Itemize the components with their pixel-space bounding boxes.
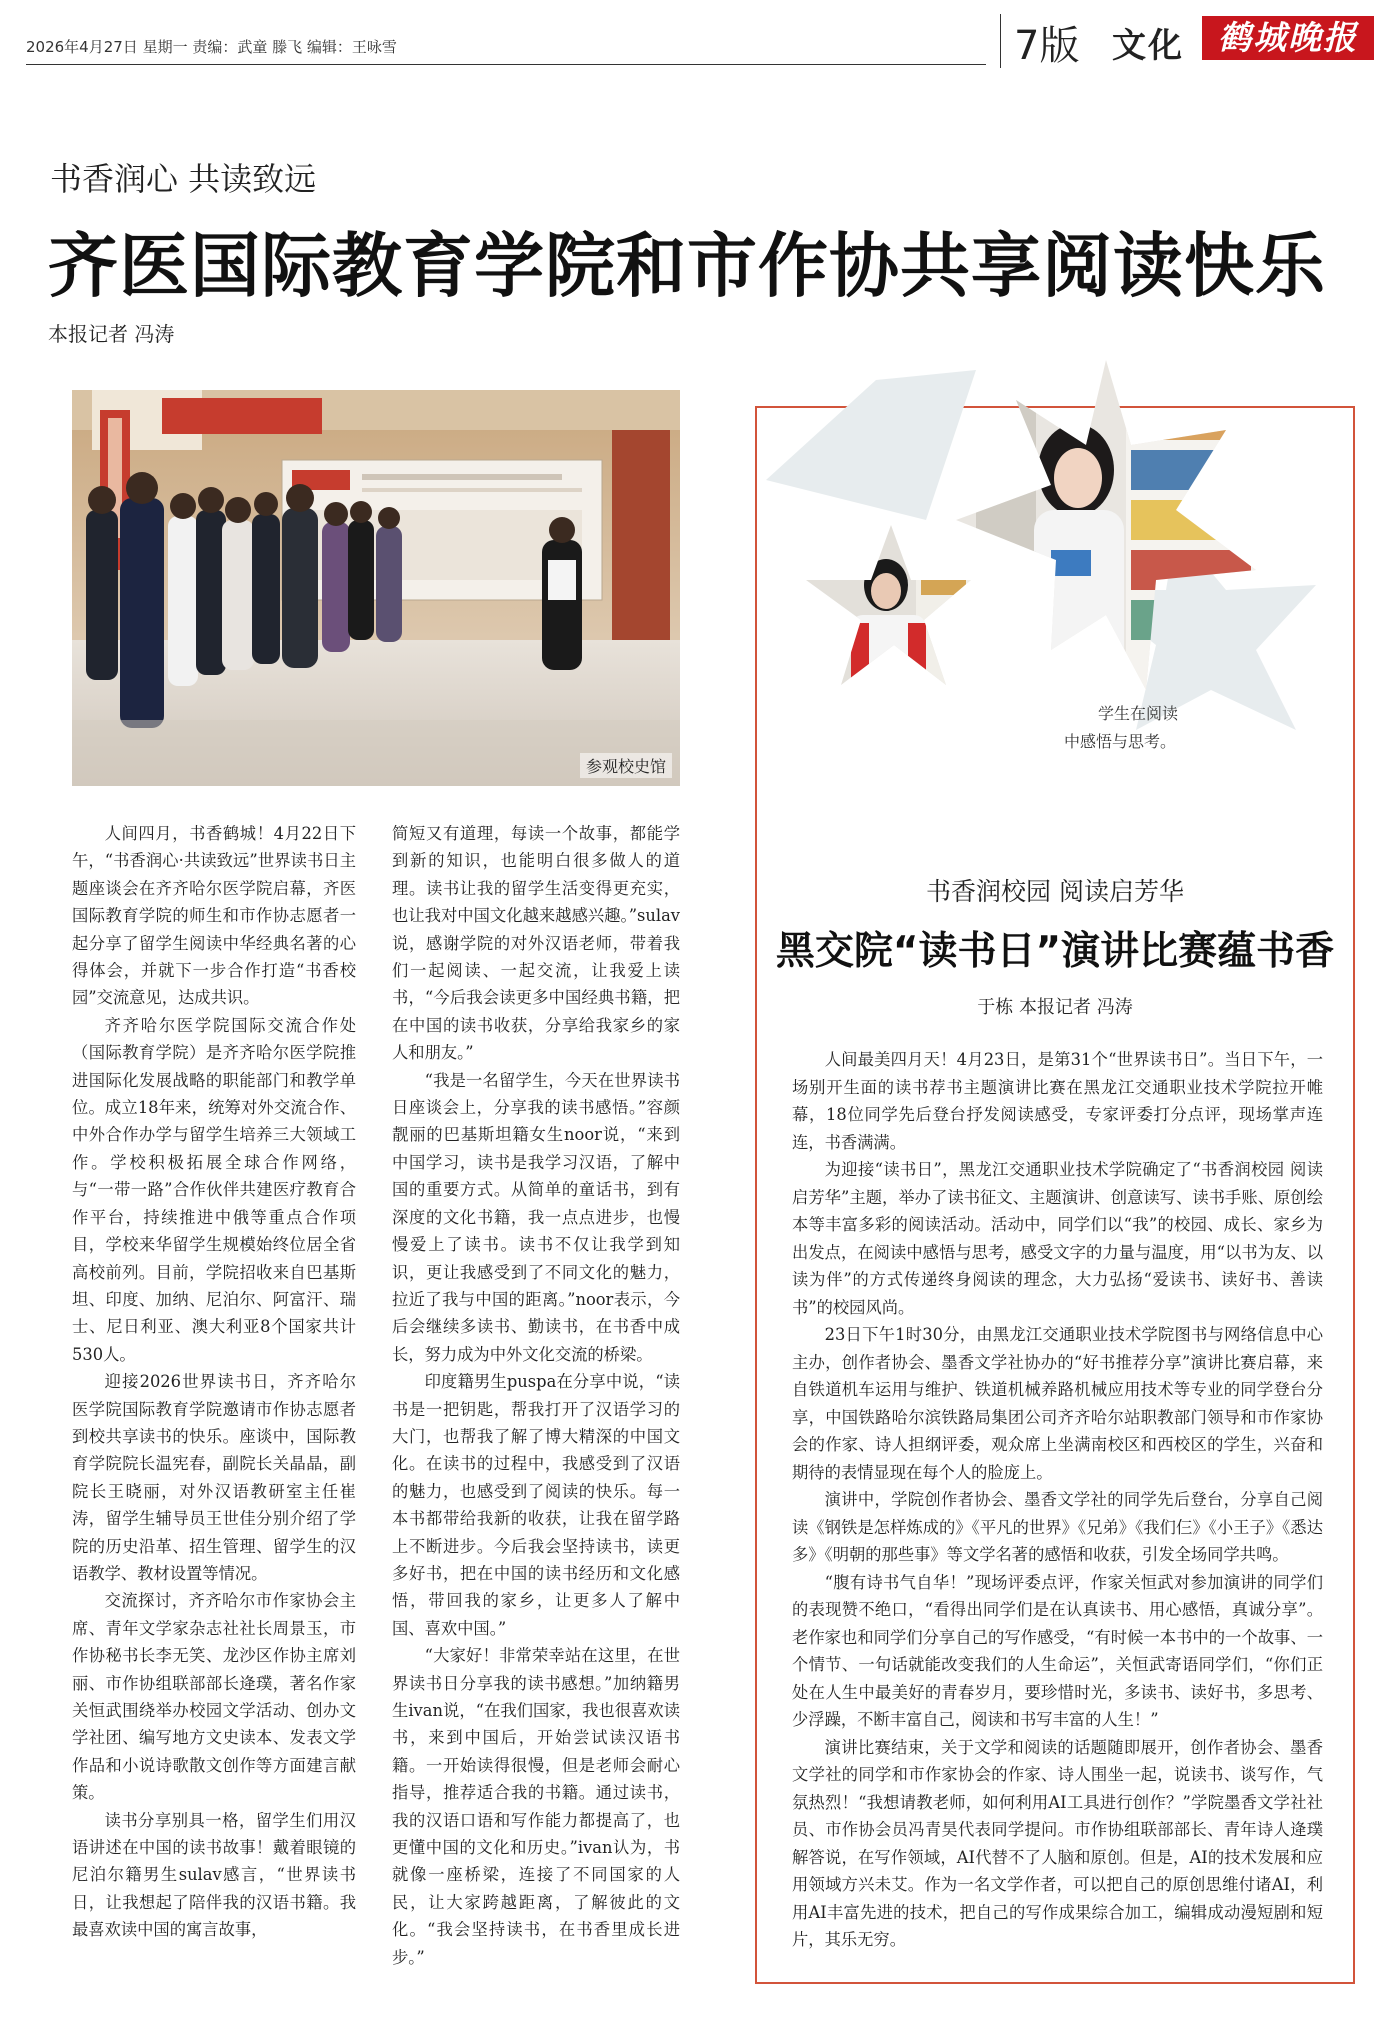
main-headline: 齐医国际教育学院和市作协共享阅读快乐	[48, 225, 1326, 307]
header-rule	[26, 64, 986, 65]
main-body-column-1	[72, 820, 356, 1944]
side-headline: 黑交院“读书日”演讲比赛蕴书香	[775, 929, 1335, 974]
main-kicker: 书香润心 共读致远	[50, 160, 317, 198]
paragraph-continued: 简短又有道理，每读一个故事，都能学到新的知识，也能明白很多做人的道理。读书让我的留学生活变得更充实，也让我对中国文化越来越感兴趣。”sulav说，感谢学院的对外汉语老师，带着我们一起阅读、一起交流，让我爱上读书，“今后我会读更多中国经典书籍，把在中国的读书收获，分享给我家乡的家人和朋友。”	[392, 824, 680, 1063]
caption-line: 学生在阅读	[1098, 704, 1179, 723]
header-divider	[1000, 14, 1001, 68]
reading-boy-photo	[806, 525, 971, 695]
main-body-column-2	[392, 820, 680, 1971]
page-number: 7版	[1014, 23, 1080, 69]
photo-caption: 参观校史馆	[580, 753, 672, 778]
paragraph: “我是一名留学生，今天在世界读书日座谈会上，分享我的读书感悟。”容颜靓丽的巴基斯坦籍女生noor说，“来到中国学习，读书是我学习汉语，了解中国的重要方式。从简单的童话书，到有深度的文化书籍，我一点点进步，也慢慢爱上了读书。读书不仅让我学到知识，更让我感受到了不同文化的魅力，拉近了我与中国的距离。”noor表示，今后会继续多读书、勤读书，在书香中成长，努力成为中外文化交流的桥梁。	[392, 1070, 680, 1364]
date-editor-line: 2026年4月27日 星期一 责编：武童 滕飞 编辑：王咏雪	[26, 38, 397, 56]
paragraph: 交流探讨，齐齐哈尔市作家协会主席、青年文学家杂志社社长周景玉，市作协秘书长李无笑、龙沙区作协主席刘丽、市作协组联部部长逄璞，著名作家关恒武围绕举办校园文学活动、创办文学社团、编写地方文史读本、发表文学作品和小说诗歌散文创作等方面建言献策。	[72, 1591, 356, 1803]
paragraph: 演讲比赛结束，关于文学和阅读的话题随即展开，创作者协会、墨香文学社的同学和市作家协会的作家、诗人围坐一起，说读书、谈写作，气氛热烈！“我想请教老师，如何利用AI工具进行创作？”学院墨香文学社社员、市作协会员冯青昊代表同学提问。市作协组联部部长、青年诗人逄璞解答说，在写作领域，AI代替不了人脑和原创。但是，AI的技术发展和应用领域方兴未艾。作为一名文学作者，可以把自己的原创思维付诸AI，利用AI丰富先进的技术，把自己的写作成果综合加工，编辑成动漫短剧和短片，其乐无穷。	[792, 1737, 1323, 1949]
paragraph: 演讲中，学院创作者协会、墨香文学社的同学先后登台，分享自己阅读《钢铁是怎样炼成的》《平凡的世界》《兄弟》《我们仨》《小王子》《悉达多》《明朝的那些事》等文学名著的感悟和收获，引发全场同学共鸣。	[792, 1490, 1323, 1564]
paragraph: 为迎接“读书日”，黑龙江交通职业技术学院确定了“书香润校园 阅读启芳华”主题，举办了读书征文、主题演讲、创意读写、读书手账、原创绘本等丰富多彩的阅读活动。活动中，同学们以“我”的校园、成长、家乡为出发点，在阅读中感悟与思考，感受文字的力量与温度，用“以书为友、以读为伴”的方式传递终身阅读的理念，大力弘扬“爱读书、读好书、善读书”的校园风尚。	[792, 1160, 1323, 1317]
paragraph: 齐齐哈尔医学院国际交流合作处（国际教育学院）是齐齐哈尔医学院推进国际化发展战略的职能部门和教学单位。成立18年来，统筹对外交流合作、中外合作办学与留学生培养三大领域工作。学校积极拓展全球合作网络，与“一带一路”合作伙伴共建医疗教育合作平台，持续推进中俄等重点合作项目，学校来华留学生规模始终位居全省高校前列。目前，学院招收来自巴基斯坦、印度、加纳、尼泊尔、阿富汗、瑞士、尼日利亚、澳大利亚8个国家共计530人。	[72, 1015, 356, 1364]
paragraph: 读书分享别具一格，留学生们用汉语讲述在中国的读书故事！戴着眼镜的尼泊尔籍男生sulav感言，“世界读书日，让我想起了陪伴我的汉语书籍。我最喜欢读中国的寓言故事，	[72, 1810, 356, 1940]
masthead-logo: 鹤城晚报	[1202, 16, 1374, 60]
paragraph: 23日下午1时30分，由黑龙江交通职业技术学院图书与网络信息中心主办，创作者协会、墨香文学社协办的“好书推荐分享”演讲比赛启幕，来自铁道机车运用与维护、铁道机械养路机械应用技术等专业的同学登台分享，中国铁路哈尔滨铁路局集团公司齐齐哈尔站职教部门领导和市作家协会的作家、诗人担纲评委，观众席上坐满南校区和西校区的学生，兴奋和期待的表情显现在每个人的脸庞上。	[792, 1325, 1323, 1482]
paragraph: 人间最美四月天！4月23日，是第31个“世界读书日”。当日下午，一场别开生面的读书荐书主题演讲比赛在黑龙江交通职业技术学院拉开帷幕，18位同学先后登台抒发阅读感受，专家评委打分点评，现场掌声连连，书香满满。	[792, 1050, 1323, 1152]
background-star-shape	[766, 370, 976, 520]
photo-illustration	[72, 390, 680, 786]
paragraph: 迎接2026世界读书日，齐齐哈尔医学院国际教育学院邀请市作协志愿者到校共享读书的快乐。座谈中，国际教育学院院长温宪春，副院长关晶晶，副院长王晓丽，对外汉语教研室主任崔涛，留学生辅导员王世佳分别介绍了学院的历史沿革、招生管理、留学生的汉语教学、教材设置等情况。	[72, 1372, 356, 1583]
paragraph: “大家好！非常荣幸站在这里，在世界读书日分享我的读书感想。”加纳籍男生ivan说，“在我们国家，我也很喜欢读书，来到中国后，开始尝试读汉语书籍。一开始读得很慢，但是老师会耐心指导，推荐适合我的书籍。通过读书，我的汉语口语和写作能力都提高了，也更懂中国的文化和历史。”ivan认为，书就像一座桥梁，连接了不同国家的人民，让大家跨越距离，了解彼此的文化。“我会坚持读书，在书香里成长进步。”	[392, 1646, 680, 1967]
side-kicker: 书香润校园 阅读启芳华	[926, 877, 1184, 906]
paragraph: “腹有诗书气自华！”现场评委点评，作家关恒武对参加演讲的同学们的表现赞不绝口，“看得出同学们是在认真读书、用心感悟，真诚分享”。老作家也和同学们分享自己的写作感受，“有时候一本书中的一个故事、一个情节、一句话就能改变我们的人生命运”，关恒武寄语同学们，“你们正处在人生中最美好的青春岁月，要珍惜时光，多读书、读好书，多思考、少浮躁，不断丰富自己，阅读和书写丰富的人生！”	[792, 1572, 1323, 1729]
star-photo-collage	[756, 360, 1356, 860]
campus-history-photo	[72, 390, 680, 786]
paragraph: 人间四月，书香鹤城！4月22日下午，“书香润心·共读致远”世界读书日主题座谈会在齐齐哈尔医学院启幕，齐医国际教育学院的师生和市作协志愿者一起分享了留学生阅读中华经典名著的心得体会，并就下一步合作打造“书香校园”交流意见，达成共识。	[72, 824, 356, 1008]
paragraph: 印度籍男生puspa在分享中说，“读书是一把钥匙，帮我打开了汉语学习的大门，也帮我了解了博大精深的中国文化。在读书的过程中，我感受到了汉语的魅力，也感受到了阅读的快乐。每一本书都带给我新的收获，让我在留学路上不断进步。今后我会坚持读书，读更多好书，把在中国的读书经历和文化感悟，带回我的家乡，让更多人了解中国、喜欢中国。”	[392, 1372, 680, 1638]
side-body-column	[792, 1046, 1323, 1954]
side-photo-caption	[1064, 700, 1179, 756]
side-byline: 于栋 本报记者 冯涛	[977, 997, 1133, 1018]
main-byline: 本报记者 冯涛	[48, 322, 175, 346]
caption-line: 中感悟与思考。	[1064, 732, 1177, 751]
section-name: 文化	[1112, 26, 1184, 66]
